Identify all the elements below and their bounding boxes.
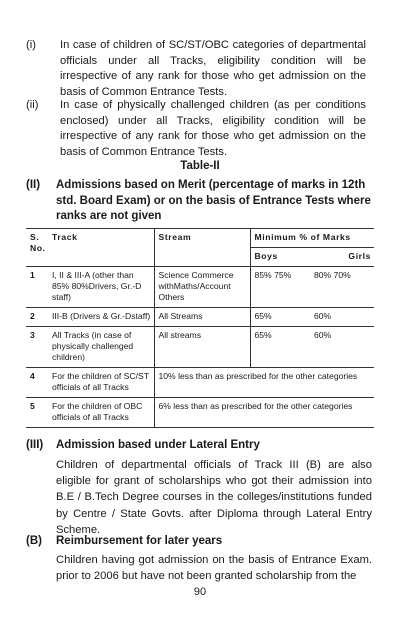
- header-boys: Boys: [250, 248, 310, 267]
- row-sno: 3: [26, 327, 48, 368]
- table-title: Table-II: [180, 160, 220, 172]
- section-number: (B): [26, 535, 42, 547]
- clause-text: In case of children of SC/ST/OBC categories of departmental officials under all Tracks, eligibility condition will be irrespective of any rank for those who get admission on the basis of Common Entrance Tests.: [60, 39, 366, 98]
- row-sno: 2: [26, 308, 48, 327]
- header-min-marks: Minimum % of Marks: [250, 229, 374, 248]
- section-number: (II): [26, 179, 41, 191]
- table-header-row: [26, 229, 374, 248]
- row-stream: All streams: [154, 327, 250, 368]
- clause-i: [26, 38, 366, 100]
- section-title: Admissions based on Merit (percentage of marks in 12th std. Board Exam) or on the basis of Entrance Tests where ranks are not given: [56, 179, 371, 222]
- row-girls: 60%: [310, 308, 374, 327]
- row-girls: 60%: [310, 327, 374, 368]
- clause-number: (ii): [26, 99, 39, 111]
- section-title: Admission based under Lateral Entry: [56, 439, 260, 451]
- row-track: For the children of OBC officials of all Tracks: [48, 398, 154, 428]
- row-stream: All Streams: [154, 308, 250, 327]
- table-row: [26, 368, 374, 398]
- clause-text: In case of physically challenged children (as per conditions enclosed) under all Tracks, eligibility condition will be irrespective of any rank for those who get admission on the basis of Common Entrance Tests.: [60, 99, 366, 158]
- row-track: III-B (Drivers & Gr.-Dstaff): [48, 308, 154, 327]
- row-sno: 1: [26, 267, 48, 308]
- clause-ii: [26, 98, 366, 160]
- row-track: For the children of SC/ST officials of all Tracks: [48, 368, 154, 398]
- row-boys: 65%: [250, 308, 310, 327]
- clause-number: (i): [26, 39, 36, 51]
- table-row: [26, 308, 374, 327]
- row-note: 10% less than as prescribed for the other categories: [154, 368, 374, 398]
- header-stream: Stream: [154, 229, 250, 267]
- section-heading-iii: [26, 438, 376, 454]
- row-sno: 5: [26, 398, 48, 428]
- row-stream: Science Commerce withMaths/Account Others: [154, 267, 250, 308]
- row-track: I, II & III-A (other than 85% 80%Drivers, Gr.-D staff): [48, 267, 154, 308]
- row-sno: 4: [26, 368, 48, 398]
- row-girls: 80% 70%: [310, 267, 374, 308]
- eligibility-table: [26, 228, 374, 428]
- section-heading-ii: [26, 178, 376, 225]
- page-number: 90: [193, 586, 207, 598]
- row-note: 6% less than as prescribed for the other categories: [154, 398, 374, 428]
- section-number: (III): [26, 439, 44, 451]
- section-title: Reimbursement for later years: [56, 535, 223, 547]
- section-heading-b: [26, 534, 376, 550]
- table-row: [26, 267, 374, 308]
- row-boys: 85% 75%: [250, 267, 310, 308]
- table-row: [26, 398, 374, 428]
- row-track: All Tracks (in case of physically challenged children): [48, 327, 154, 368]
- row-boys: 65%: [250, 327, 310, 368]
- paragraph-reimbursement: Children having got admission on the basis of Entrance Exam. prior to 2006 but have not been granted scholarship from the: [56, 554, 372, 583]
- header-track: Track: [48, 229, 154, 267]
- table-row: [26, 327, 374, 368]
- header-sno: S. No.: [26, 229, 48, 267]
- paragraph-lateral-entry: Children of departmental officials of Track III (B) are also eligible for grant of scholarships who got their admission into B.E / B.Tech Degree courses in the colleges/institutions funded by Centre / State Govts. after Diploma through Lateral Entry Scheme.: [56, 459, 372, 536]
- header-girls: Girls: [310, 248, 374, 267]
